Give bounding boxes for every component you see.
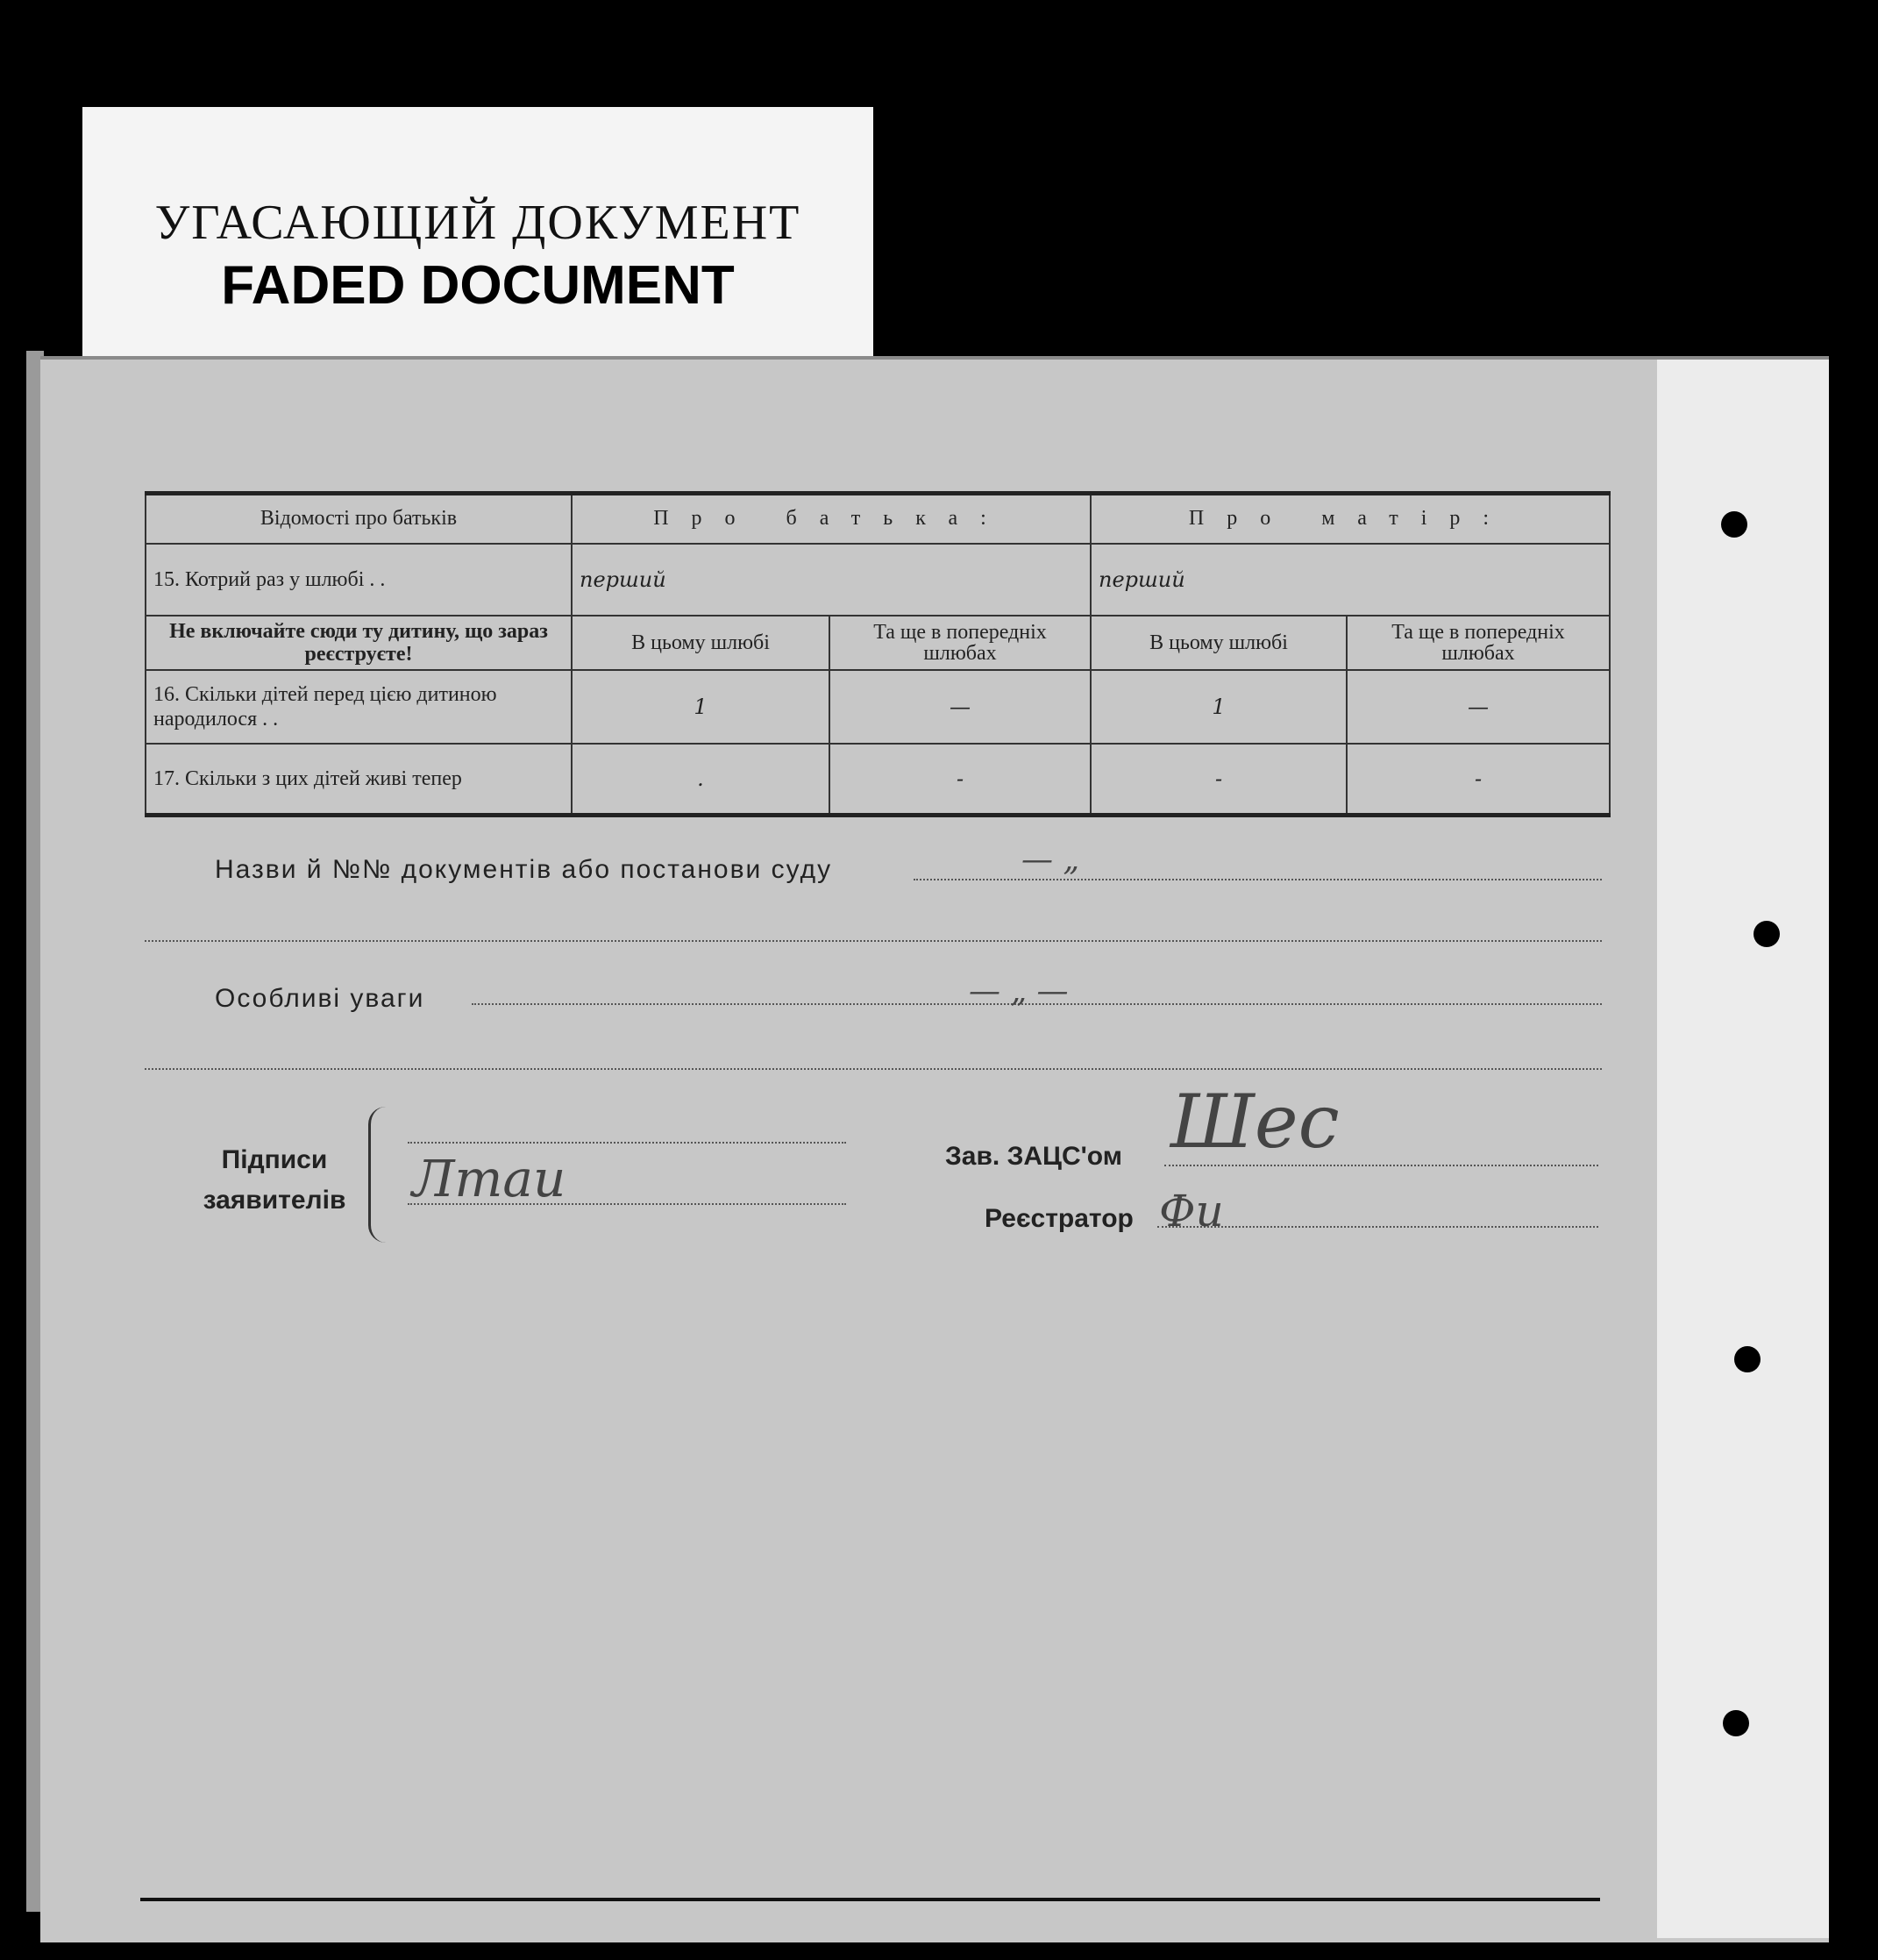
head-sig-line (1164, 1165, 1598, 1166)
row16-value: 1 (1091, 670, 1347, 744)
registrar-label: Реєстратор (985, 1204, 1134, 1233)
row17-value: - (1091, 744, 1347, 816)
row16-value: 1 (572, 670, 829, 744)
row16-value: — (829, 670, 1091, 744)
documents-line (914, 879, 1602, 880)
exclude-child-note: Не включайте сюди ту дитину, що зараз реєструєте! (146, 616, 572, 670)
label-english: FADED DOCUMENT (221, 255, 735, 316)
row16-value: — (1347, 670, 1610, 744)
bottom-rule (140, 1898, 1600, 1901)
documents-line-2 (145, 940, 1602, 942)
faded-document-label (82, 107, 873, 361)
punch-hole (1723, 1710, 1749, 1736)
documents-label: Назви й №№ документів або постанови суду (215, 855, 833, 884)
applicants-signature: Лтаи (412, 1149, 566, 1208)
row17-value: - (829, 744, 1091, 816)
header-father: Про батька: (572, 494, 1091, 544)
row17-value: - (1347, 744, 1610, 816)
row15-mother-value: перший (1091, 544, 1610, 616)
notes-value: — „ — (969, 973, 1069, 1009)
subhead-mother-this-marriage: В цьому шлюбі (1091, 616, 1347, 670)
punch-hole (1734, 1346, 1761, 1372)
label-russian: УГАСАЮЩИЙ ДОКУМЕНТ (154, 196, 801, 250)
punch-hole (1754, 921, 1780, 947)
subhead-father-this-marriage: В цьому шлюбі (572, 616, 829, 670)
row15-father-value: перший (572, 544, 1091, 616)
notes-line-2 (145, 1068, 1602, 1070)
applicants-signatures-label: Підписи заявителів (203, 1145, 346, 1215)
subhead-father-previous: Та ще в попередніх шлюбах (829, 616, 1091, 670)
row16-label: 16. Скільки дітей перед цією дитиною народилося . . (146, 670, 572, 744)
documents-value: — „ (1021, 842, 1080, 878)
head-signature: Шес (1170, 1079, 1340, 1165)
row15-label: 15. Котрий раз у шлюбі . . (146, 544, 572, 616)
registrar-signature: Фи (1159, 1186, 1224, 1237)
row17-value: . (572, 744, 829, 816)
brace (368, 1107, 387, 1243)
row17-label: 17. Скільки з цих дітей живі тепер (146, 744, 572, 816)
notes-label: Особливі уваги (215, 984, 425, 1013)
binding-margin (1657, 360, 1829, 1938)
head-zags-label: Зав. ЗАЦС'ом (945, 1142, 1122, 1171)
header-parents-info: Відомості про батьків (146, 494, 572, 544)
applicant-sig-line-1 (408, 1142, 846, 1144)
punch-hole (1721, 511, 1747, 538)
parents-info-table (145, 491, 1609, 817)
header-mother: Про матір: (1091, 494, 1610, 544)
subhead-mother-previous: Та ще в попередніх шлюбах (1347, 616, 1610, 670)
